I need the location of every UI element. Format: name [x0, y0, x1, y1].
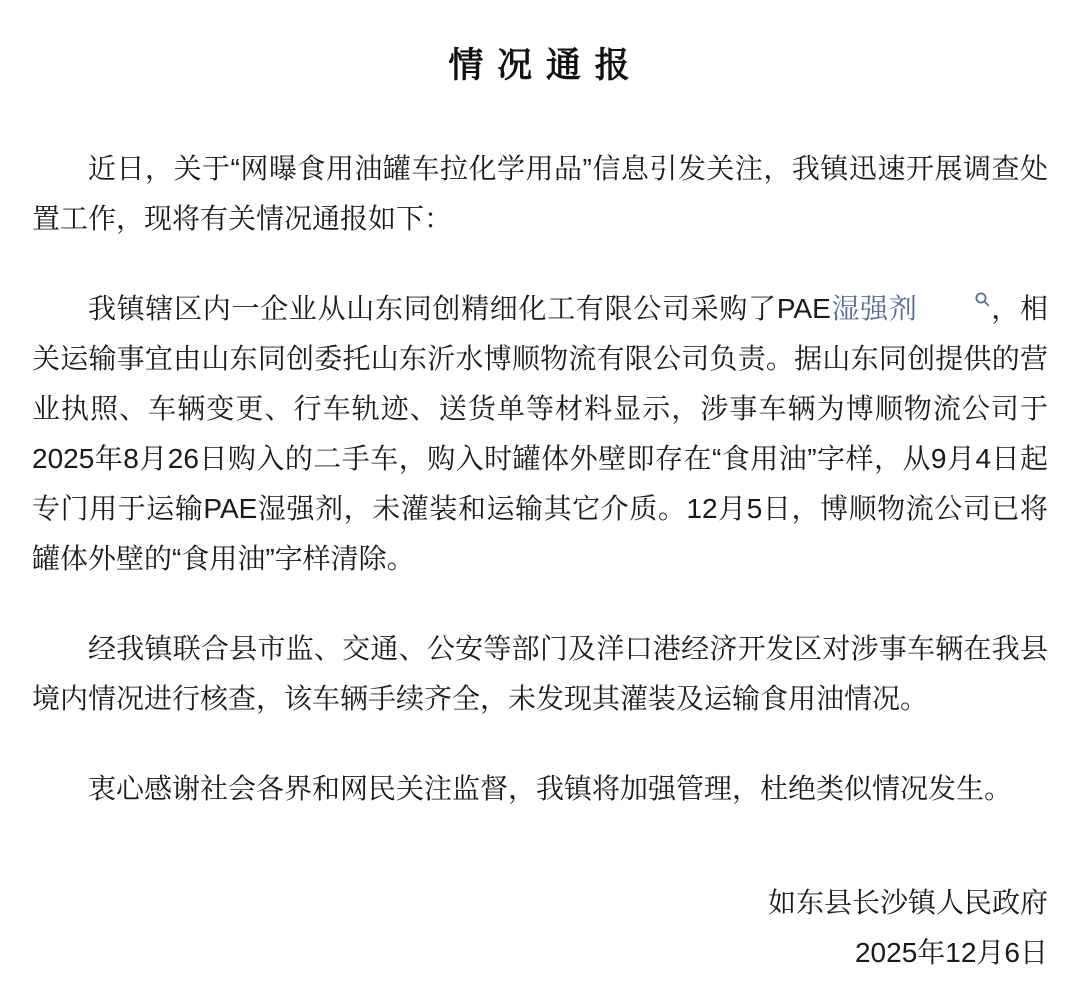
paragraph-text-after-link: ，相关运输事宜由山东同创委托山东沂水博顺物流有限公司负责。据山东同创提供的营业执照、车辆变更、行车轨迹、送货单等材料显示，涉事车辆为博顺物流公司于2025年8月26日购入的二手车，购入时罐体外壁即存在“食用油”字样，从9月4日起专门用于运输PAE湿强剂，未灌装和运输其它介质。12月5日，博顺物流公司已将罐体外壁的“食用油”字样清除。 — [32, 293, 1048, 574]
link-text[interactable]: 湿强剂 — [830, 293, 918, 324]
paragraph-intro: 近日，关于“网曝食用油罐车拉化学用品”信息引发关注，我镇迅速开展调查处置工作，现将有关情况通报如下： — [32, 153, 1048, 234]
search-icon[interactable] — [918, 291, 991, 308]
signature-date: 2025年12月6日 — [854, 937, 1048, 968]
paragraph-text-before-link: 我镇辖区内一企业从山东同创精细化工有限公司采购了PAE — [88, 293, 831, 324]
paragraph-investigation — [32, 284, 1048, 584]
paragraph-verification: 经我镇联合县市监、交通、公安等部门及洋口港经济开发区对涉事车辆在我县境内情况进行核查，该车辆手续齐全，未发现其灌装及运输食用油情况。 — [32, 633, 1048, 714]
signature-block — [32, 878, 1048, 978]
wet-strength-agent-link[interactable] — [831, 293, 991, 324]
signature-issuer: 如东县长沙镇人民政府 — [767, 887, 1048, 918]
paragraph-thanks: 衷心感谢社会各界和网民关注监督，我镇将加强管理，杜绝类似情况发生。 — [88, 773, 1013, 804]
page-title: 情 况 通 报 — [448, 46, 632, 85]
